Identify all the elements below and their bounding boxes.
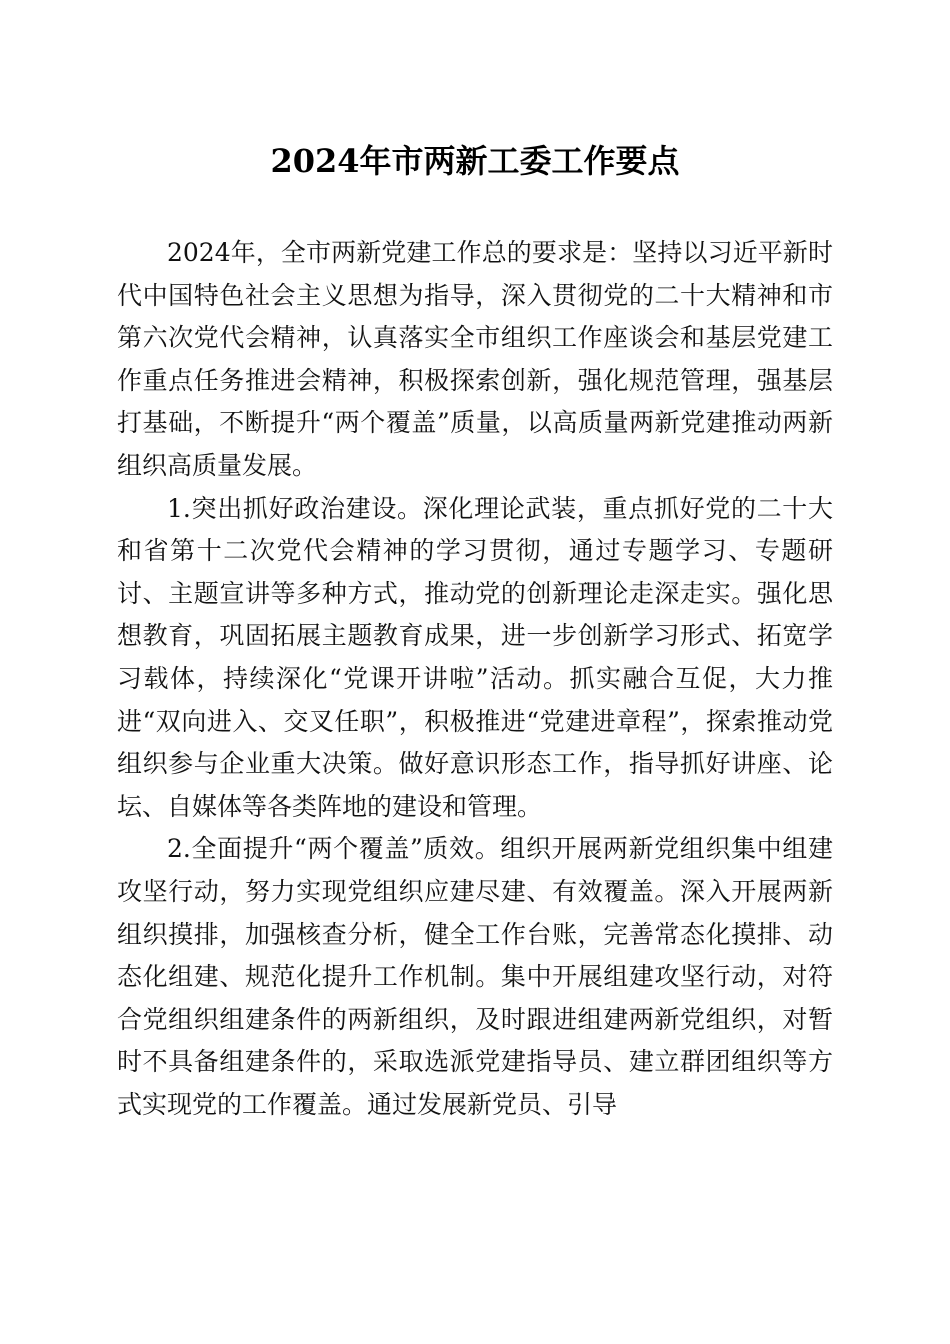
document-title: 2024年市两新工委工作要点 bbox=[270, 142, 680, 180]
document-body bbox=[117, 232, 833, 1126]
paragraph-two-coverage: 2.全面提升“两个覆盖”质效。组织开展两新党组织集中组建攻坚行动，努力实现党组织应建尽建、有效覆盖。深入开展两新组织摸排，加强核查分析，健全工作台账，完善常态化摸排、动态化组建、规范化提升工作机制。集中开展组建攻坚行动，对符合党组织组建条件的两新组织，及时跟进组建两新党组织，对暂时不具备组建条件的，采取选派党建指导员、建立群团组织等方式实现党的工作覆盖。通过发展新党员、引导 bbox=[117, 834, 833, 1119]
paragraph-intro: 2024年，全市两新党建工作总的要求是：坚持以习近平新时代中国特色社会主义思想为指导，深入贯彻党的二十大精神和市第六次党代会精神，认真落实全市组织工作座谈会和基层党建工作重点任务推进会精神，积极探索创新，强化规范管理，强基层打基础，不断提升“两个覆盖”质量，以高质量两新党建推动两新组织高质量发展。 bbox=[117, 238, 833, 480]
paragraph-political-building: 1.突出抓好政治建设。深化理论武装，重点抓好党的二十大和省第十二次党代会精神的学习贯彻，通过专题学习、专题研讨、主题宣讲等多种方式，推动党的创新理论走深走实。强化思想教育，巩固拓展主题教育成果，进一步创新学习形式、拓宽学习载体，持续深化“党课开讲啦”活动。抓实融合互促，大力推进“双向进入、交叉任职”，积极推进“党建进章程”，探索推动党组织参与企业重大决策。做好意识形态工作，指导抓好讲座、论坛、自媒体等各类阵地的建设和管理。 bbox=[117, 493, 833, 821]
